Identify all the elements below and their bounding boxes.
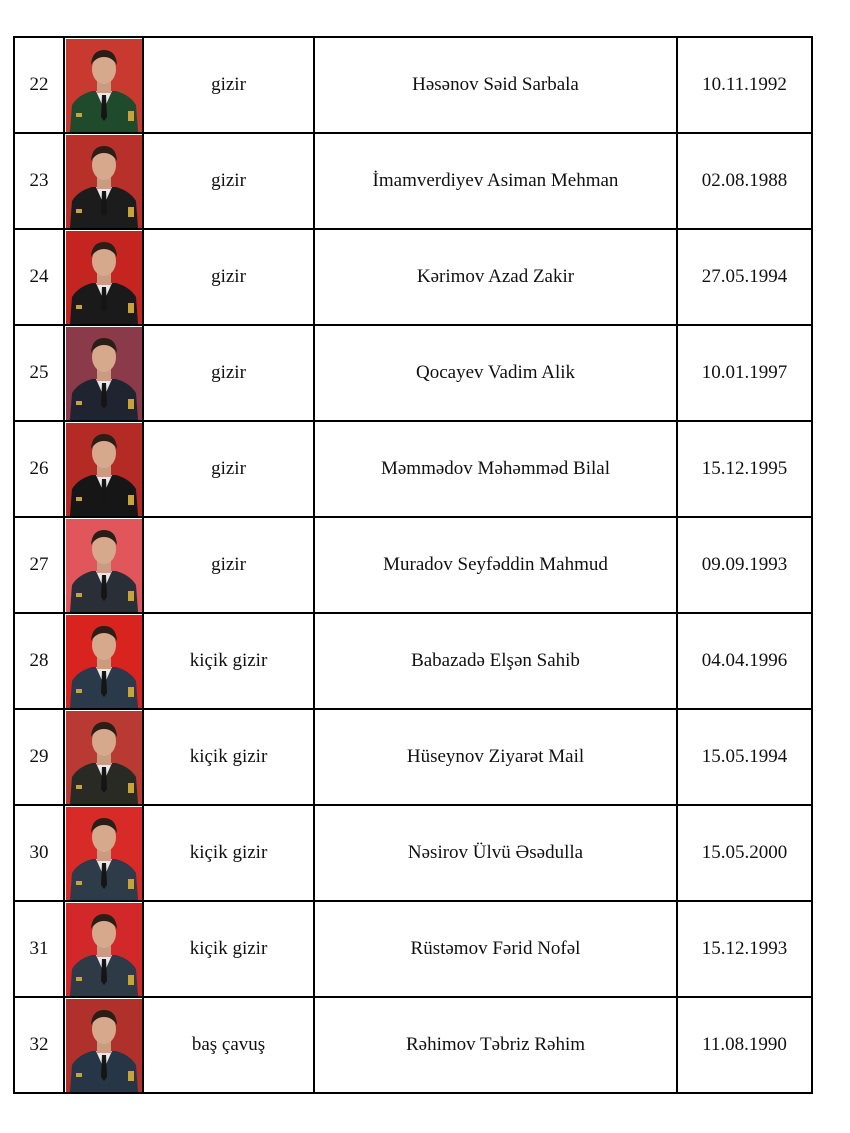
name-cell: Qocayev Vadim Alik [314, 325, 677, 421]
portrait [66, 135, 142, 228]
name-cell: Babazadə Elşən Sahib [314, 613, 677, 709]
rank-cell: kiçik gizir [143, 901, 314, 997]
table-row [14, 805, 812, 901]
portrait [66, 615, 142, 708]
name-cell: Məmmədov Məhəmməd Bilal [314, 421, 677, 517]
name-cell: Rəhimov Təbriz Rəhim [314, 997, 677, 1093]
portrait [66, 39, 142, 132]
portrait-photo [66, 519, 142, 612]
rank-cell: gizir [143, 37, 314, 133]
table-row [14, 37, 812, 133]
name-cell: Hüseynov Ziyarət Mail [314, 709, 677, 805]
birthdate-cell: 09.09.1993 [677, 517, 812, 613]
table-row [14, 325, 812, 421]
table-row [14, 133, 812, 229]
row-number: 23 [14, 133, 64, 229]
row-number: 29 [14, 709, 64, 805]
photo-cell [64, 421, 143, 517]
photo-cell [64, 709, 143, 805]
portrait-photo [66, 39, 142, 132]
table-row [14, 709, 812, 805]
portrait-photo [66, 903, 142, 996]
portrait [66, 519, 142, 612]
row-number: 27 [14, 517, 64, 613]
row-number: 28 [14, 613, 64, 709]
birthdate-cell: 15.12.1993 [677, 901, 812, 997]
rank-cell: gizir [143, 325, 314, 421]
rank-cell: gizir [143, 229, 314, 325]
portrait-photo [66, 327, 142, 420]
birthdate-cell: 02.08.1988 [677, 133, 812, 229]
photo-cell [64, 901, 143, 997]
portrait [66, 231, 142, 324]
row-number: 25 [14, 325, 64, 421]
row-number: 22 [14, 37, 64, 133]
row-number: 26 [14, 421, 64, 517]
portrait-photo [66, 999, 142, 1092]
portrait-photo [66, 135, 142, 228]
photo-cell [64, 229, 143, 325]
portrait [66, 423, 142, 516]
rank-cell: baş çavuş [143, 997, 314, 1093]
row-number: 30 [14, 805, 64, 901]
row-number: 32 [14, 997, 64, 1093]
portrait-photo [66, 711, 142, 804]
rank-cell: kiçik gizir [143, 613, 314, 709]
table-row [14, 997, 812, 1093]
photo-cell [64, 805, 143, 901]
birthdate-cell: 27.05.1994 [677, 229, 812, 325]
portrait-photo [66, 807, 142, 900]
photo-cell [64, 133, 143, 229]
rank-cell: gizir [143, 421, 314, 517]
portrait-photo [66, 231, 142, 324]
portrait [66, 999, 142, 1092]
portrait [66, 903, 142, 996]
table-row [14, 613, 812, 709]
rank-cell: gizir [143, 517, 314, 613]
name-cell: Həsənov Səid Sarbala [314, 37, 677, 133]
name-cell: Muradov Seyfəddin Mahmud [314, 517, 677, 613]
photo-cell [64, 37, 143, 133]
birthdate-cell: 04.04.1996 [677, 613, 812, 709]
photo-cell [64, 325, 143, 421]
table-row [14, 421, 812, 517]
photo-cell [64, 997, 143, 1093]
birthdate-cell: 10.01.1997 [677, 325, 812, 421]
table-row [14, 229, 812, 325]
table-row [14, 517, 812, 613]
name-cell: Rüstəmov Fərid Nofəl [314, 901, 677, 997]
portrait-photo [66, 423, 142, 516]
rank-cell: gizir [143, 133, 314, 229]
portrait-photo [66, 615, 142, 708]
row-number: 24 [14, 229, 64, 325]
birthdate-cell: 10.11.1992 [677, 37, 812, 133]
row-number: 31 [14, 901, 64, 997]
portrait [66, 327, 142, 420]
birthdate-cell: 15.12.1995 [677, 421, 812, 517]
rank-cell: kiçik gizir [143, 805, 314, 901]
name-cell: Kərimov Azad Zakir [314, 229, 677, 325]
birthdate-cell: 15.05.2000 [677, 805, 812, 901]
table-row [14, 901, 812, 997]
birthdate-cell: 15.05.1994 [677, 709, 812, 805]
birthdate-cell: 11.08.1990 [677, 997, 812, 1093]
roster-table [13, 36, 813, 1094]
rank-cell: kiçik gizir [143, 709, 314, 805]
name-cell: Nəsirov Ülvü Əsədulla [314, 805, 677, 901]
name-cell: İmamverdiyev Asiman Mehman [314, 133, 677, 229]
photo-cell [64, 517, 143, 613]
portrait [66, 711, 142, 804]
photo-cell [64, 613, 143, 709]
portrait [66, 807, 142, 900]
roster-body [14, 37, 812, 1093]
